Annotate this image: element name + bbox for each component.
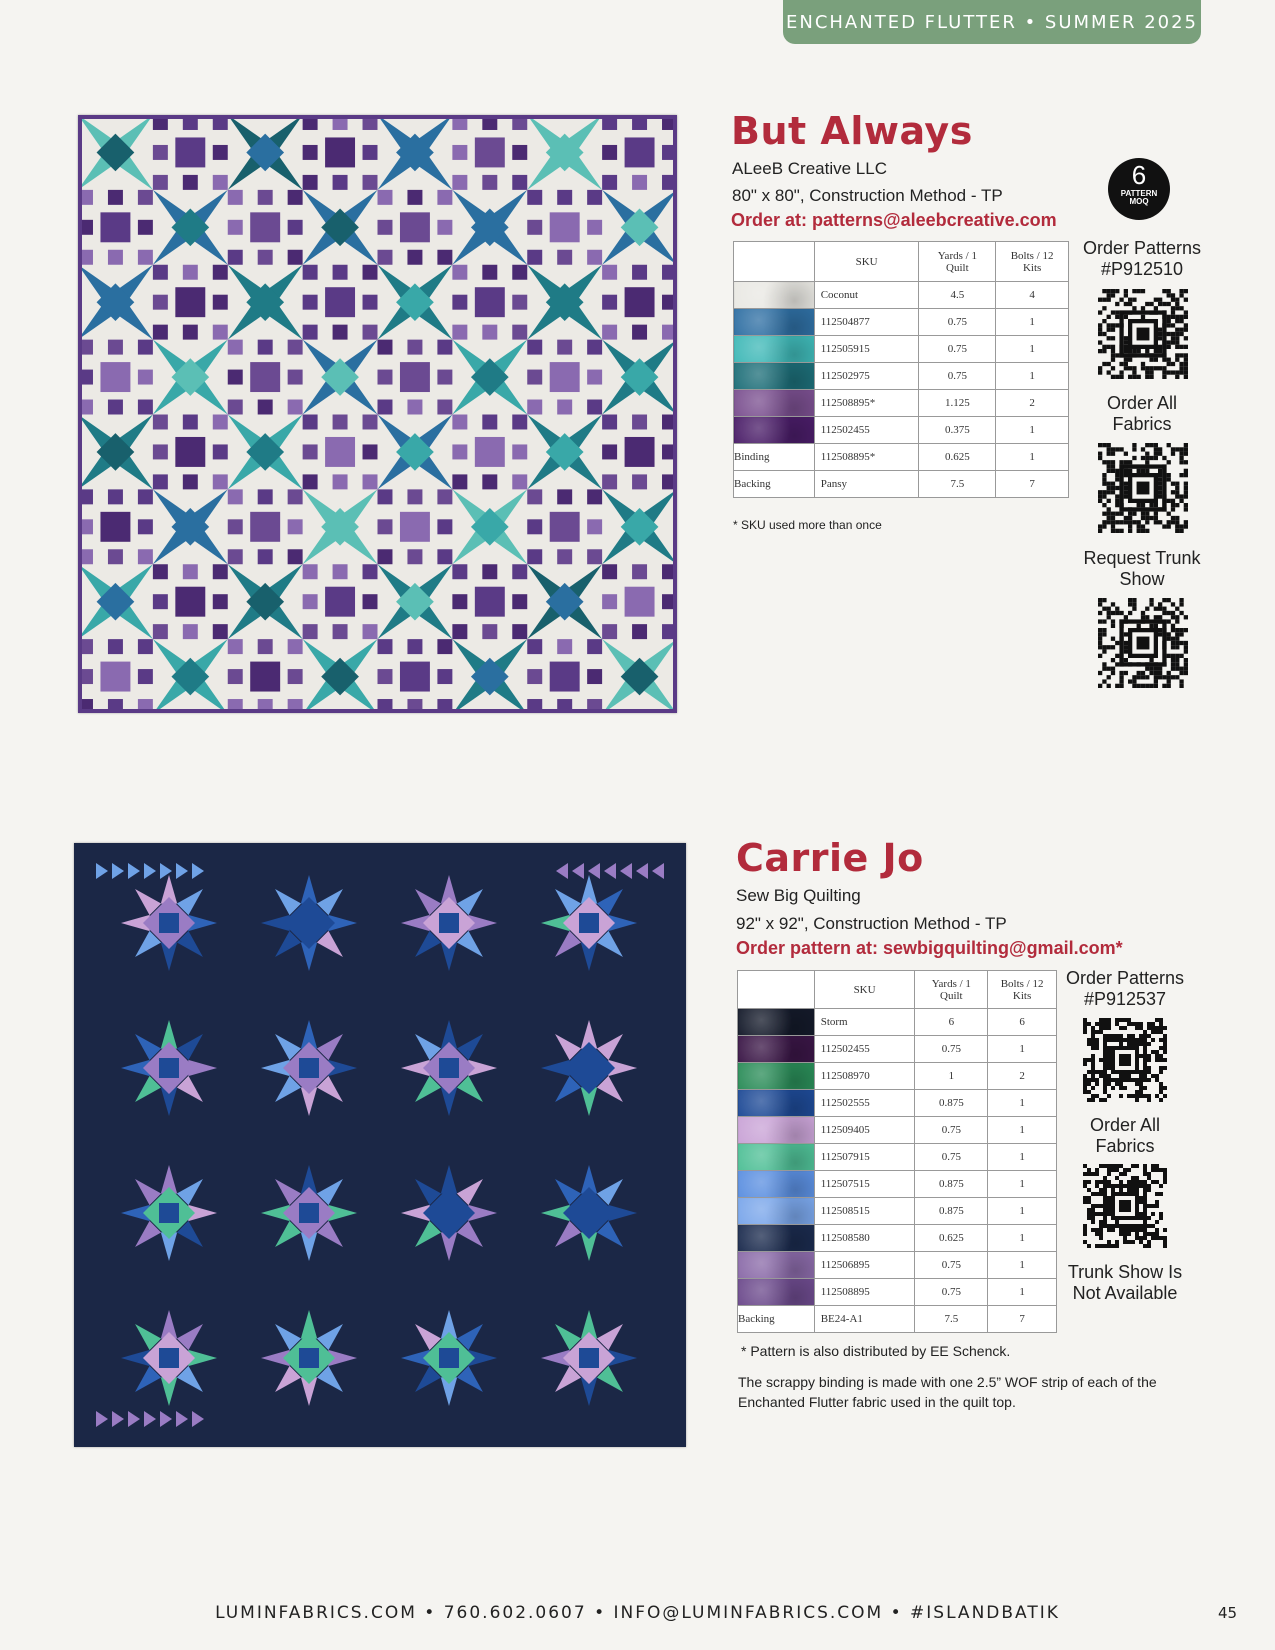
yards-cell: 0.625 <box>915 1225 988 1252</box>
fabric-swatch <box>738 1225 815 1252</box>
order-all-fabrics-label: Order All Fabrics <box>1106 393 1178 434</box>
but-always-quilt-image <box>78 115 677 713</box>
yards-cell: 0.75 <box>915 1117 988 1144</box>
table-row <box>738 1171 1057 1198</box>
pattern-moq-badge <box>1108 158 1170 220</box>
bolts-cell: 6 <box>988 1009 1057 1036</box>
table-row <box>734 471 1069 498</box>
yards-cell: 1.125 <box>919 390 996 417</box>
order-all-fabrics-label: Order All Fabrics <box>1089 1115 1161 1156</box>
sku-cell: 112508970 <box>814 1063 915 1090</box>
fabric-swatch <box>734 390 815 417</box>
table-row <box>738 1117 1057 1144</box>
fabric-swatch <box>734 282 815 309</box>
table-header-swatch <box>738 971 815 1009</box>
bolts-cell: 7 <box>988 1306 1057 1333</box>
fabric-swatch <box>734 309 815 336</box>
order-all-fabrics-qr-icon[interactable] <box>1098 443 1188 533</box>
table-row <box>738 1144 1057 1171</box>
request-trunk-show-label: Request Trunk Show <box>1083 548 1201 589</box>
table-row <box>734 309 1069 336</box>
pattern-designer: ALeeB Creative LLC <box>732 159 887 178</box>
table-row <box>738 1252 1057 1279</box>
table-header-yards: Yards / 1 Quilt <box>915 971 988 1009</box>
yards-cell: 0.875 <box>915 1090 988 1117</box>
bolts-cell: 2 <box>988 1063 1057 1090</box>
request-trunk-show-qr-icon[interactable] <box>1098 598 1188 688</box>
table-row <box>734 363 1069 390</box>
pattern-designer: Sew Big Quilting <box>736 886 861 905</box>
table-row <box>738 1063 1057 1090</box>
fabric-requirements-table <box>733 241 1069 498</box>
table-row <box>734 336 1069 363</box>
sku-cell: 112505915 <box>814 336 919 363</box>
bolts-cell: 1 <box>988 1225 1057 1252</box>
bolts-cell: 1 <box>988 1279 1057 1306</box>
distribution-note: * Pattern is also distributed by EE Schenck. <box>741 1343 1011 1359</box>
order-patterns-label: Order Patterns #P912510 <box>1082 238 1202 279</box>
carrie-jo-quilt-image <box>74 843 686 1447</box>
row-label: Backing <box>734 471 815 498</box>
bolts-cell: 2 <box>996 390 1069 417</box>
fabric-swatch <box>738 1252 815 1279</box>
fabric-swatch <box>738 1009 815 1036</box>
order-patterns-qr-icon[interactable] <box>1083 1018 1167 1102</box>
yards-cell: 0.75 <box>915 1252 988 1279</box>
fabric-swatch <box>738 1279 815 1306</box>
trunk-show-unavailable-label: Trunk Show Is Not Available <box>1067 1262 1183 1303</box>
fabric-swatch <box>738 1063 815 1090</box>
fabric-swatch <box>738 1144 815 1171</box>
binding-note: The scrappy binding is made with one 2.5” WOF strip of each of the Enchanted Flutter fabric used in the quilt top. <box>738 1374 1157 1410</box>
yards-cell: 0.75 <box>919 309 996 336</box>
yards-cell: 4.5 <box>919 282 996 309</box>
order-all-fabrics-qr-icon[interactable] <box>1083 1164 1167 1248</box>
fabric-requirements-table <box>737 970 1057 1333</box>
bolts-cell: 7 <box>996 471 1069 498</box>
collection-header-label: ENCHANTED FLUTTER • SUMMER 2025 <box>785 11 1198 33</box>
table-header-sku: SKU <box>814 971 915 1009</box>
sku-cell: 112506895 <box>814 1252 915 1279</box>
sku-cell: 112507915 <box>814 1144 915 1171</box>
sku-cell: 112508580 <box>814 1225 915 1252</box>
fabric-swatch <box>734 417 815 444</box>
row-label: Binding <box>734 444 815 471</box>
fabric-swatch <box>738 1036 815 1063</box>
fabric-swatch <box>734 336 815 363</box>
table-row <box>738 1306 1057 1333</box>
yards-cell: 0.875 <box>915 1171 988 1198</box>
table-row <box>738 1036 1057 1063</box>
pattern-details: 80" x 80", Construction Method - TP <box>732 186 1003 205</box>
yards-cell: 0.75 <box>915 1279 988 1306</box>
sku-cell: 112507515 <box>814 1171 915 1198</box>
sku-cell: BE24-A1 <box>814 1306 915 1333</box>
sku-cell: 112502455 <box>814 417 919 444</box>
bolts-cell: 1 <box>988 1144 1057 1171</box>
footer-contact-line: LUMINFABRICS.COM • 760.602.0607 • INFO@LUMINFABRICS.COM • #ISLANDBATIK <box>215 1603 1060 1623</box>
table-header-yards: Yards / 1 Quilt <box>919 242 996 282</box>
sku-cell: 112502555 <box>814 1090 915 1117</box>
fabric-swatch <box>738 1198 815 1225</box>
bolts-cell: 1 <box>988 1117 1057 1144</box>
fabric-swatch <box>738 1090 815 1117</box>
pattern-details: 92" x 92", Construction Method - TP <box>736 914 1007 933</box>
table-row <box>738 1279 1057 1306</box>
bolts-cell: 1 <box>988 1036 1057 1063</box>
bolts-cell: 1 <box>988 1090 1057 1117</box>
yards-cell: 6 <box>915 1009 988 1036</box>
yards-cell: 0.375 <box>919 417 996 444</box>
sku-footnote: * SKU used more than once <box>733 518 882 532</box>
sku-cell: 112504877 <box>814 309 919 336</box>
yards-cell: 1 <box>915 1063 988 1090</box>
yards-cell: 7.5 <box>919 471 996 498</box>
table-header-bolts: Bolts / 12 Kits <box>996 242 1069 282</box>
table-row <box>734 417 1069 444</box>
bolts-cell: 1 <box>988 1252 1057 1279</box>
table-row <box>738 1009 1057 1036</box>
table-header-bolts: Bolts / 12 Kits <box>988 971 1057 1009</box>
table-row <box>738 1198 1057 1225</box>
collection-header-tab <box>783 0 1201 44</box>
sku-cell: Storm <box>814 1009 915 1036</box>
fabric-swatch <box>738 1117 815 1144</box>
table-header-swatch <box>734 242 815 282</box>
bolts-cell: 1 <box>996 336 1069 363</box>
sku-cell: 112502455 <box>814 1036 915 1063</box>
table-row <box>734 390 1069 417</box>
yards-cell: 0.75 <box>919 363 996 390</box>
yards-cell: 7.5 <box>915 1306 988 1333</box>
moq-label-pattern: PATTERN <box>1120 189 1158 198</box>
bolts-cell: 1 <box>988 1171 1057 1198</box>
table-header-sku: SKU <box>814 242 919 282</box>
moq-label-moq: MOQ <box>1129 197 1149 206</box>
sku-cell: 112509405 <box>814 1117 915 1144</box>
fabric-swatch <box>738 1171 815 1198</box>
bolts-cell: 1 <box>996 444 1069 471</box>
table-row <box>734 282 1069 309</box>
bolts-cell: 4 <box>996 282 1069 309</box>
fabric-swatch <box>734 363 815 390</box>
table-row <box>734 444 1069 471</box>
yards-cell: 0.75 <box>915 1036 988 1063</box>
sku-cell: 112508895 <box>814 1279 915 1306</box>
pattern-title: But Always <box>731 109 973 153</box>
pattern-order-link[interactable]: Order pattern at: sewbigquilting@gmail.com* <box>736 938 1123 958</box>
moq-number: 6 <box>1131 160 1147 190</box>
pattern-order-link[interactable]: Order at: patterns@aleebcreative.com <box>731 210 1057 230</box>
yards-cell: 0.875 <box>915 1198 988 1225</box>
bolts-cell: 1 <box>988 1198 1057 1225</box>
yards-cell: 0.75 <box>919 336 996 363</box>
bolts-cell: 1 <box>996 417 1069 444</box>
sku-cell: 112508515 <box>814 1198 915 1225</box>
page-number: 45 <box>1218 1604 1238 1622</box>
order-patterns-qr-icon[interactable] <box>1098 289 1188 379</box>
row-label: Backing <box>738 1306 815 1333</box>
bolts-cell: 1 <box>996 363 1069 390</box>
table-row <box>738 1225 1057 1252</box>
pattern-title: Carrie Jo <box>736 836 924 880</box>
yards-cell: 0.75 <box>915 1144 988 1171</box>
order-patterns-label: Order Patterns #P912537 <box>1065 968 1185 1009</box>
sku-cell: Pansy <box>814 471 919 498</box>
table-row <box>738 1090 1057 1117</box>
sku-cell: 112508895* <box>814 444 919 471</box>
sku-cell: 112508895* <box>814 390 919 417</box>
sku-cell: 112502975 <box>814 363 919 390</box>
bolts-cell: 1 <box>996 309 1069 336</box>
sku-cell: Coconut <box>814 282 919 309</box>
yards-cell: 0.625 <box>919 444 996 471</box>
